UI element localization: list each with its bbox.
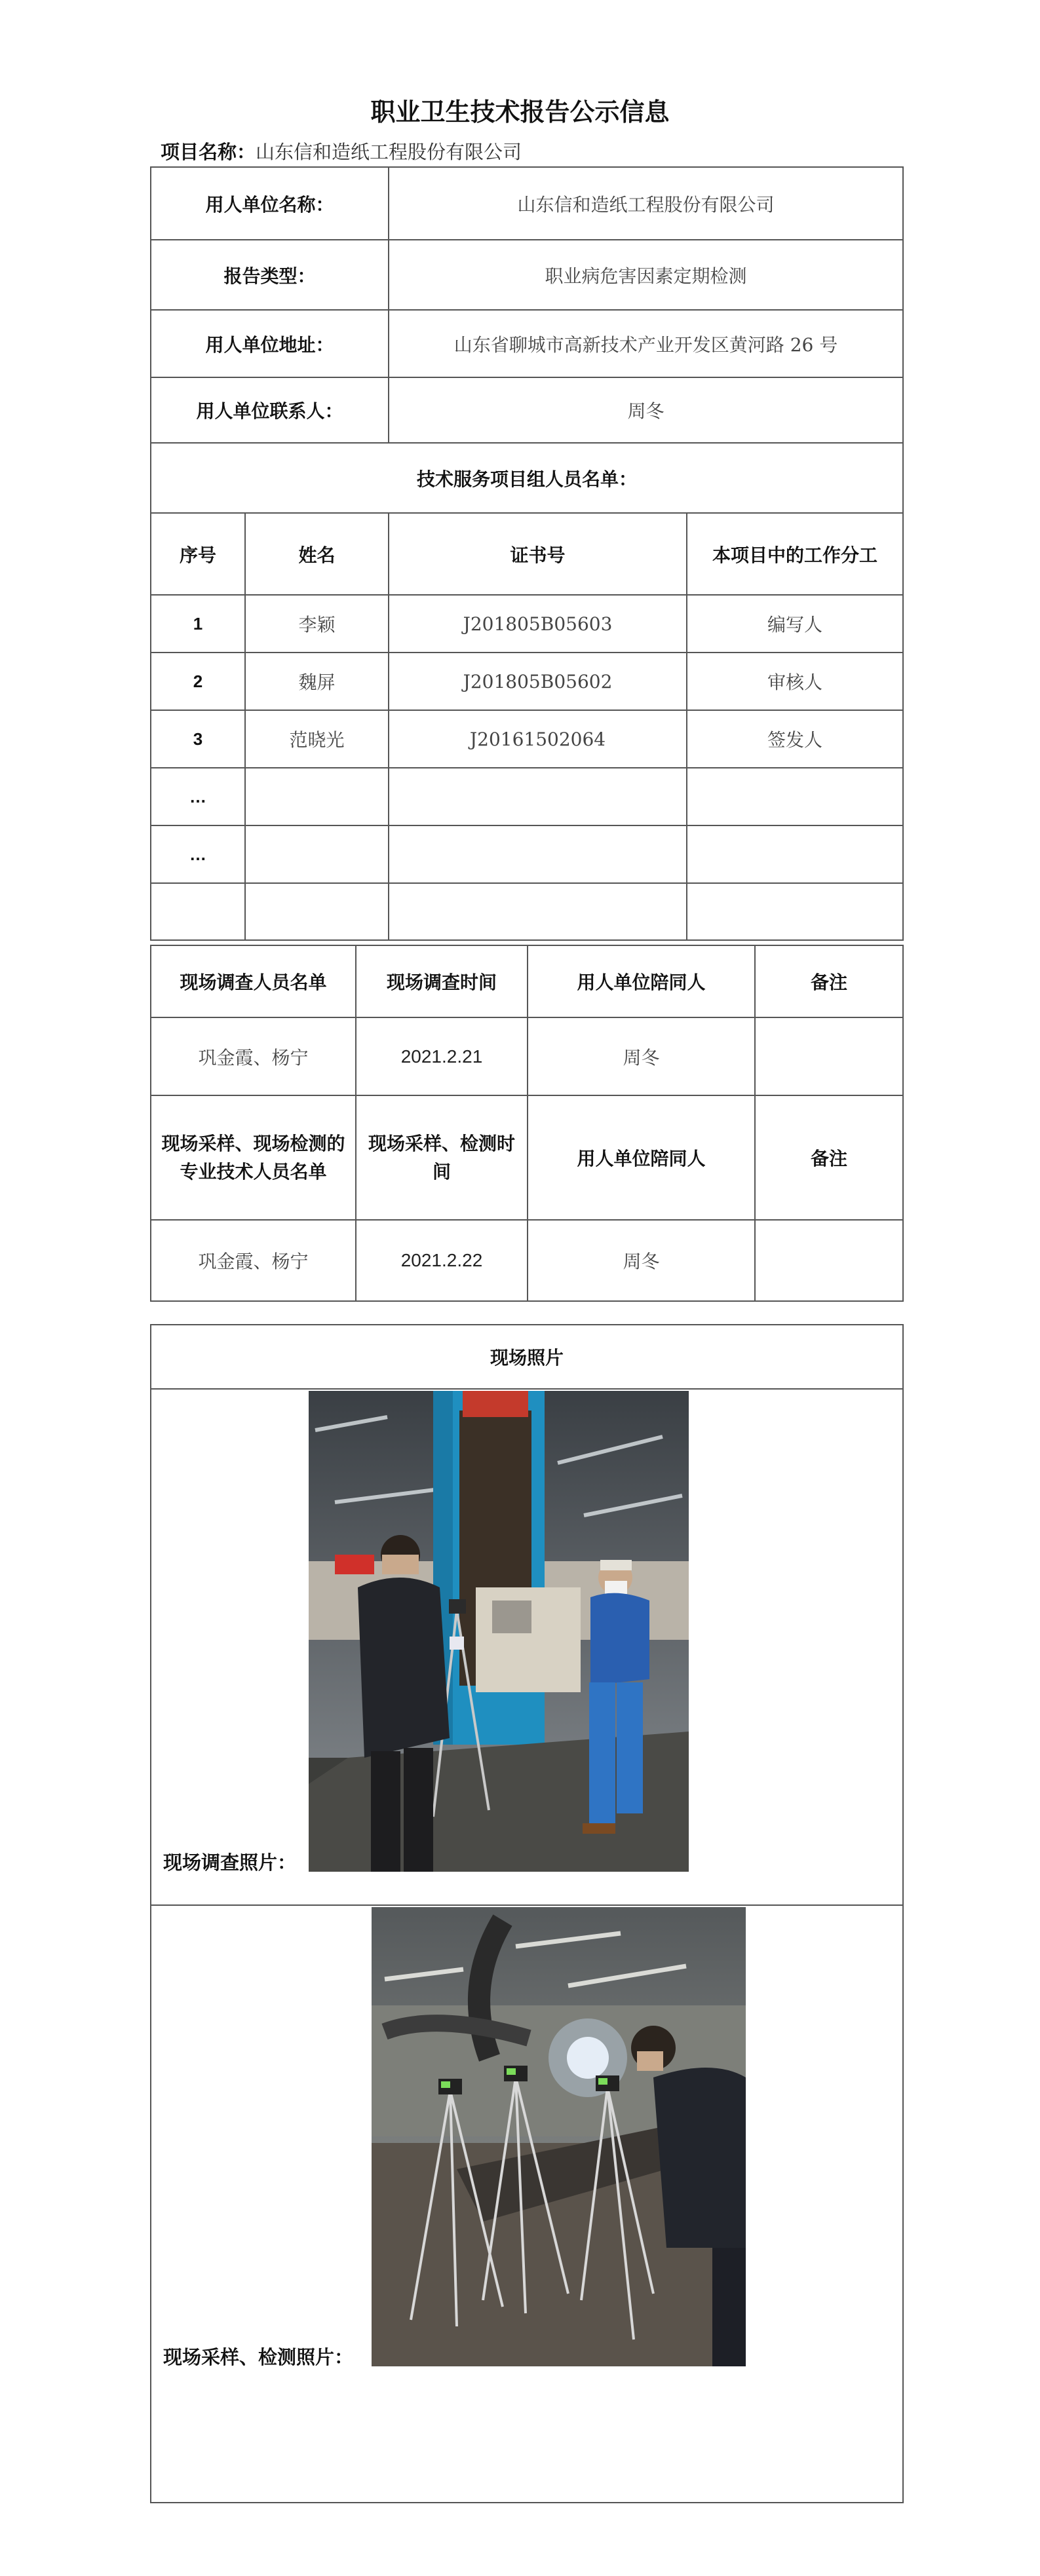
team-cert: [389, 768, 687, 825]
team-role: 签发人: [687, 710, 903, 768]
survey-photo-row: [151, 1389, 903, 1905]
sampling-staff-header: 现场采样、现场检测的专业技术人员名单: [151, 1095, 356, 1220]
team-cert: J20161502064: [389, 710, 687, 768]
team-index: …: [151, 825, 245, 883]
address-value: 山东省聊城市高新技术产业开发区黄河路 26 号: [389, 310, 903, 377]
sampling-photo-image: [372, 1907, 746, 2366]
project-name-label: 项目名称：: [161, 141, 256, 163]
team-role: [687, 825, 903, 883]
team-name: 李颖: [245, 595, 389, 653]
info-row-contact: [151, 377, 903, 443]
sampling-time: 2021.2.22: [356, 1220, 528, 1301]
project-name-value: 山东信和造纸工程股份有限公司: [256, 141, 522, 163]
team-name: [245, 825, 389, 883]
sampling-staff: 巩金霞、杨宁: [151, 1220, 356, 1301]
sampling-note-header: 备注: [755, 1095, 903, 1220]
survey-photo-cell: [151, 1389, 903, 1905]
photos-table: [150, 1324, 904, 2503]
page-title: 职业卫生技术报告公示信息: [370, 98, 670, 126]
table-row: [151, 883, 903, 940]
address-label: 用人单位地址：: [151, 310, 389, 377]
team-role: [687, 768, 903, 825]
col-header-role: 本项目中的工作分工: [687, 513, 903, 595]
project-name-line: [161, 138, 522, 164]
survey-header-row: [151, 945, 903, 1017]
team-heading-row: [151, 443, 903, 513]
info-row-report-type: [151, 240, 903, 310]
survey-table: [150, 945, 904, 1302]
photos-heading: 现场照片: [151, 1325, 903, 1389]
sampling-time-header: 现场采样、检测时间: [356, 1095, 528, 1220]
team-index: …: [151, 768, 245, 825]
table-row: [151, 1220, 903, 1301]
survey-note: [755, 1017, 903, 1095]
team-name: 魏屏: [245, 653, 389, 710]
sampling-photo: [372, 1907, 746, 2366]
table-row: [151, 595, 903, 653]
survey-staff: 巩金霞、杨宁: [151, 1017, 356, 1095]
col-header-name: 姓名: [245, 513, 389, 595]
sampling-photo-cell: [151, 1905, 903, 2503]
sampling-escort: 周冬: [528, 1220, 755, 1301]
team-index: [151, 883, 245, 940]
unit-name-value: 山东信和造纸工程股份有限公司: [389, 167, 903, 240]
team-name: 范晓光: [245, 710, 389, 768]
survey-photo-caption: 现场调查照片：: [163, 1851, 297, 1874]
survey-escort: 周冬: [528, 1017, 755, 1095]
team-heading: 技术服务项目组人员名单：: [151, 443, 903, 513]
contact-value: 周冬: [389, 377, 903, 443]
team-cert: [389, 825, 687, 883]
team-name: [245, 883, 389, 940]
sampling-photo-row: [151, 1905, 903, 2503]
survey-photo-image: [309, 1391, 689, 1872]
team-cert: J201805B05603: [389, 595, 687, 653]
report-type-value: 职业病危害因素定期检测: [389, 240, 903, 310]
team-cert: [389, 883, 687, 940]
survey-escort-header: 用人单位陪同人: [528, 945, 755, 1017]
col-header-cert: 证书号: [389, 513, 687, 595]
table-row: [151, 825, 903, 883]
info-row-unit-name: [151, 167, 903, 240]
team-role: 编写人: [687, 595, 903, 653]
contact-label: 用人单位联系人：: [151, 377, 389, 443]
table-row: [151, 653, 903, 710]
survey-photo: [309, 1391, 689, 1872]
survey-time: 2021.2.21: [356, 1017, 528, 1095]
photos-heading-row: [151, 1325, 903, 1389]
unit-name-label: 用人单位名称：: [151, 167, 389, 240]
team-cert: J201805B05602: [389, 653, 687, 710]
sampling-photo-caption: 现场采样、检测照片：: [163, 2346, 354, 2368]
survey-time-header: 现场调查时间: [356, 945, 528, 1017]
survey-staff-header: 现场调查人员名单: [151, 945, 356, 1017]
team-name: [245, 768, 389, 825]
table-row: [151, 768, 903, 825]
team-index: 2: [151, 653, 245, 710]
sampling-header-row: [151, 1095, 903, 1220]
team-role: [687, 883, 903, 940]
survey-note-header: 备注: [755, 945, 903, 1017]
sampling-note: [755, 1220, 903, 1301]
team-header-row: [151, 513, 903, 595]
team-index: 1: [151, 595, 245, 653]
team-role: 审核人: [687, 653, 903, 710]
col-header-index: 序号: [151, 513, 245, 595]
report-info-table: [150, 166, 904, 941]
table-row: [151, 710, 903, 768]
table-row: [151, 1017, 903, 1095]
team-index: 3: [151, 710, 245, 768]
report-type-label: 报告类型：: [151, 240, 389, 310]
info-row-address: [151, 310, 903, 377]
sampling-escort-header: 用人单位陪同人: [528, 1095, 755, 1220]
